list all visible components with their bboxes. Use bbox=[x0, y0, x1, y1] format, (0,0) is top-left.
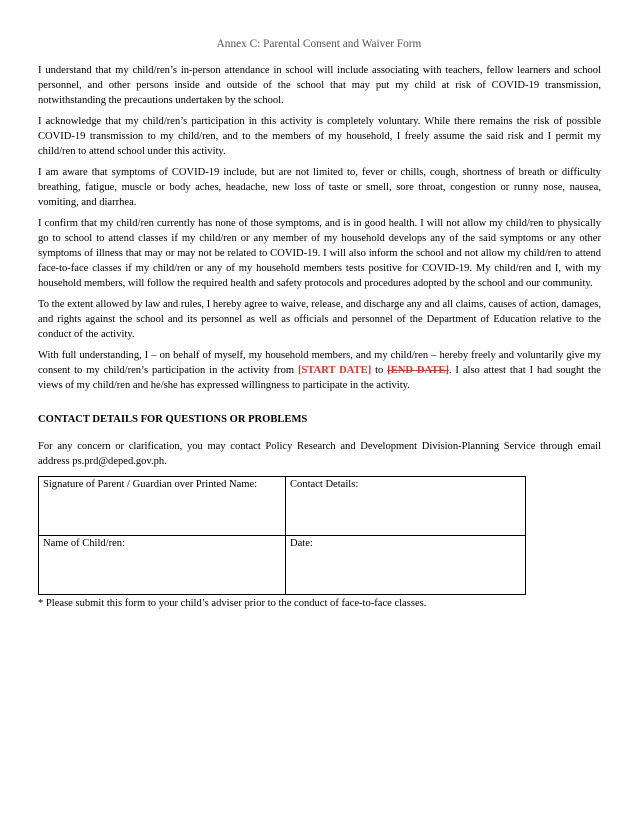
paragraph-symptoms: I am aware that symptoms of COVID-19 include, but are not limited to, fever or chills, cough, shortness of breath or difficulty breathing, fatigue, muscle or body aches, headache, new loss of taste or smell, sore throat, congestion or runny nose, nausea, vomiting, and diarrhea. bbox=[38, 167, 601, 208]
consent-text-middle: to bbox=[371, 365, 388, 376]
contact-details-cell[interactable] bbox=[286, 477, 526, 536]
signature-cell[interactable] bbox=[39, 477, 286, 536]
paragraph-health-confirmation: I confirm that my child/ren currently has none of those symptoms, and is in good health. I will not allow my child/ren to physically go to school to attend classes if my child/ren or any member of my household develops any of the said symptoms or any other symptoms of illness that may or may not be related to COVID-19. I will also inform the school and not allow my child/ren to attend face-to-face classes if my child/ren or any of my household members tests positive for COVID-19. My child/ren and I, with my household members, will follow the required health and safety protocols and procedures adopted by the school and our community. bbox=[38, 218, 601, 289]
date-cell[interactable] bbox=[286, 536, 526, 595]
end-date-placeholder: [END DATE] bbox=[387, 365, 449, 376]
contact-details-label: Contact Details: bbox=[290, 479, 359, 490]
signature-label: Signature of Parent / Guardian over Printed Name: bbox=[43, 479, 258, 490]
consent-text-after: . I also attest that I had sought the views of my child/ren and he/she has expressed willingness to participate in the activity. bbox=[38, 365, 601, 391]
paragraph-consent bbox=[38, 348, 601, 393]
paragraph-attendance-risk: I understand that my child/ren’s in-person attendance in school will include associating with teachers, fellow learners and school personnel, and other persons inside and outside of the school that may put my child at risk of COVID-19 transmission, notwithstanding the precautions undertaken by the school. bbox=[38, 65, 601, 106]
paragraph-voluntary: I acknowledge that my child/ren’s participation in this activity is completely voluntary. While there remains the risk of possible COVID-19 transmission to my child/ren, and to the members of my household, I freely assume the said risk and I permit my child/ren to attend school under this activity. bbox=[38, 116, 601, 157]
child-name-label: Name of Child/ren: bbox=[43, 538, 126, 549]
document-title: Annex C: Parental Consent and Waiver Form bbox=[216, 38, 422, 50]
paragraph-waiver: To the extent allowed by law and rules, I hereby agree to waive, release, and discharge any and all claims, causes of action, damages, and rights against the school and its personnel as well as officials and personnel of the Department of Education relative to the conduct of the activity. bbox=[38, 299, 601, 340]
contact-heading: CONTACT DETAILS FOR QUESTIONS OR PROBLEMS bbox=[38, 414, 308, 425]
child-name-cell[interactable] bbox=[39, 536, 286, 595]
signature-table bbox=[38, 476, 526, 595]
date-label: Date: bbox=[290, 538, 313, 549]
contact-text: For any concern or clarification, you may contact Policy Research and Development Division-Planning Service through email address ps.prd@deped.gov.ph. bbox=[38, 441, 601, 467]
submission-footnote: * Please submit this form to your child’s adviser prior to the conduct of face-to-face classes. bbox=[38, 598, 427, 609]
start-date-placeholder: [START DATE] bbox=[297, 365, 372, 376]
consent-text-before: With full understanding, I – on behalf of myself, my household members, and my child/ren – hereby freely and voluntarily give my consent to my child/ren’s participation in the activity from bbox=[38, 350, 601, 376]
document-body bbox=[38, 63, 601, 611]
